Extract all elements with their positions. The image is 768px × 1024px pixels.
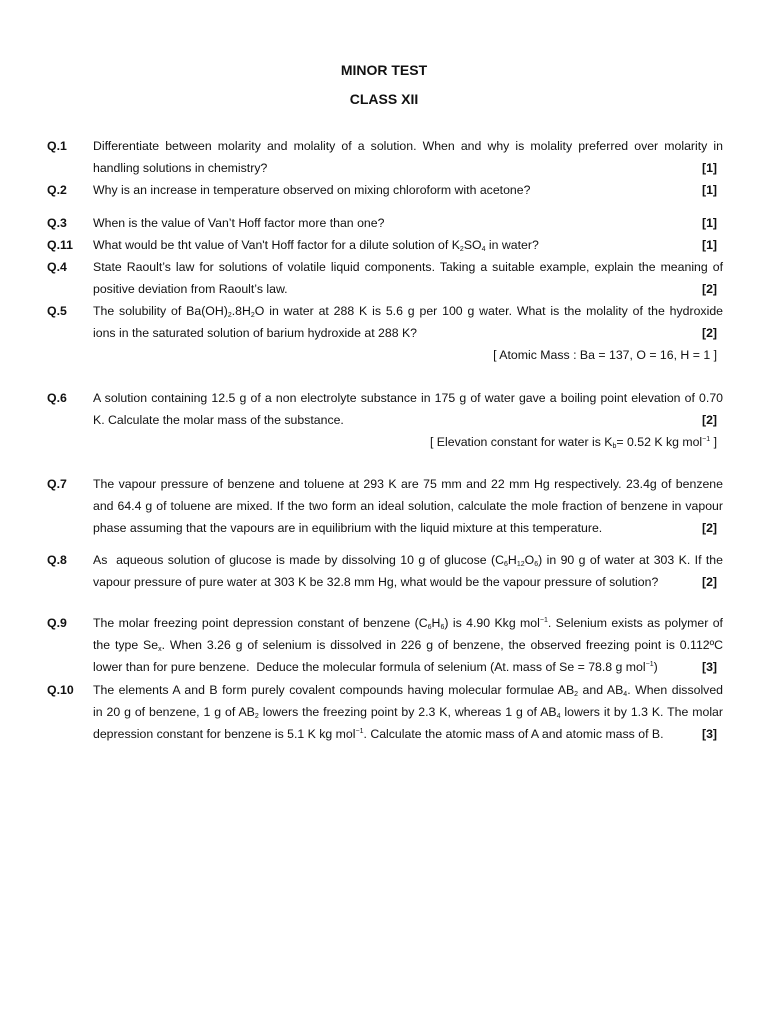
question-mark: [1] xyxy=(701,238,717,252)
question-mark: [1] xyxy=(701,216,717,230)
page-title: MINOR TEST xyxy=(340,62,428,78)
question-text: The molar freezing point depression constant of benzene $(C_6H_6)$ is 4.90 Kkg mol$^{-1}$. Selenium exists as polymer of the type $Se_x$. When 3.26 g of selenium is dissolved in 226 g of benzene, the observed freezing point is 0.112ºC lower than for pure benzene. Deduce the molecular formula of selenium (At. mass of Se = 78.8 g mol$^{-1}$) [3] xyxy=(93,612,723,678)
question-item xyxy=(47,179,723,201)
question-mark: [2] xyxy=(701,521,717,535)
question-number: Q.6 xyxy=(47,391,67,405)
question-item xyxy=(47,679,723,745)
question-text: Differentiate between molarity and molality of a solution. When and why is molality preferred over molarity in handling solutions in chemistry? [1] xyxy=(93,135,723,179)
question-text: What would be tht value of Van't Hoff factor for a dilute solution of $K_2SO_4$ in water? [1] xyxy=(93,234,723,256)
question-item xyxy=(47,212,723,234)
question-number: Q.7 xyxy=(47,477,67,491)
question-mark: [3] xyxy=(701,660,717,674)
question-note: [ Atomic Mass : Ba = 137, O = 16, H = 1 ] xyxy=(493,348,717,362)
question-item xyxy=(47,256,723,300)
question-mark: [3] xyxy=(701,727,717,741)
question-mark: [2] xyxy=(701,413,717,427)
question-mark: [2] xyxy=(701,282,717,296)
question-text: The vapour pressure of benzene and toluene at 293 K are 75 mm and 22 mm Hg respectively. 23.4g of benzene and 64.4 g of toluene are mixed. If the two form an ideal solution, calculate the mole fraction of benzene in vapour phase assuming that the vapours are in equilibrium with the liquid mixture at this temperature. [2] xyxy=(93,473,723,539)
question-number: Q.8 xyxy=(47,553,67,567)
question-item xyxy=(47,135,723,179)
question-text: As aqueous solution of glucose is made by dissolving 10 g of glucose $(C_6H_{12}O_6)$ in 90 g of water at 303 K. If the vapour pressure of pure water at 303 K be 32.8 mm Hg, what would be the vapour pressure of solution? [2] xyxy=(93,549,723,593)
question-number: Q.11 xyxy=(47,238,73,252)
question-text: State Raoult’s law for solutions of volatile liquid components. Taking a suitable example, explain the meaning of positive deviation from Raoult’s law. [2] xyxy=(93,256,723,300)
question-item xyxy=(47,549,723,593)
question-number: Q.4 xyxy=(47,260,67,274)
question-item xyxy=(47,300,723,366)
question-mark: [1] xyxy=(701,183,717,197)
question-text: A solution containing 12.5 g of a non electrolyte substance in 175 g of water gave a boiling point elevation of 0.70 K. Calculate the molar mass of the substance. [2] [ Elevation constant for water is $K_b= 0.52$ K kg mol$^{-1}$ ] xyxy=(93,387,723,453)
question-mark: [1] xyxy=(701,161,717,175)
question-number: Q.9 xyxy=(47,616,67,630)
question-number: Q.3 xyxy=(47,216,67,230)
question-text: The elements A and B form purely covalent compounds having molecular formulae $AB_2$ and $AB_4$. When dissolved in 20 g of benzene, 1 g of $AB_2$ lowers the freezing point by 2.3 K, whereas 1 g of $AB_4$ lowers it by 1.3 K. The molar depression constant for benzene is 5.1 K kg mol$^{-1}$. Calculate the atomic mass of A and atomic mass of B. [3] xyxy=(93,679,723,745)
question-item xyxy=(47,612,723,678)
question-item xyxy=(47,234,723,256)
question-item xyxy=(47,473,723,539)
question-mark: [2] xyxy=(701,575,717,589)
question-text: Why is an increase in temperature observed on mixing chloroform with acetone? [1] xyxy=(93,179,723,201)
question-mark: [2] xyxy=(701,326,717,340)
page-subtitle: CLASS XII xyxy=(349,91,419,107)
question-number: Q.1 xyxy=(47,139,67,153)
question-item xyxy=(47,387,723,453)
question-number: Q.2 xyxy=(47,183,67,197)
question-note: [ Elevation constant for water is $K_b= 0.52$ K kg mol$^{-1}$ ] xyxy=(429,435,717,450)
question-number: Q.10 xyxy=(47,683,74,697)
question-text: When is the value of Van’t Hoff factor more than one? [1] xyxy=(93,212,723,234)
question-text: The solubility of $Ba(OH)_2.8H_2O$ in water at 288 K is 5.6 g per 100 g water. What is the molality of the hydroxide ions in the saturated solution of barium hydroxide at 288 K? [2] [ Atomic Mass : Ba = 137, O = 16, H = 1 ] xyxy=(93,300,723,366)
question-number: Q.5 xyxy=(47,304,67,318)
